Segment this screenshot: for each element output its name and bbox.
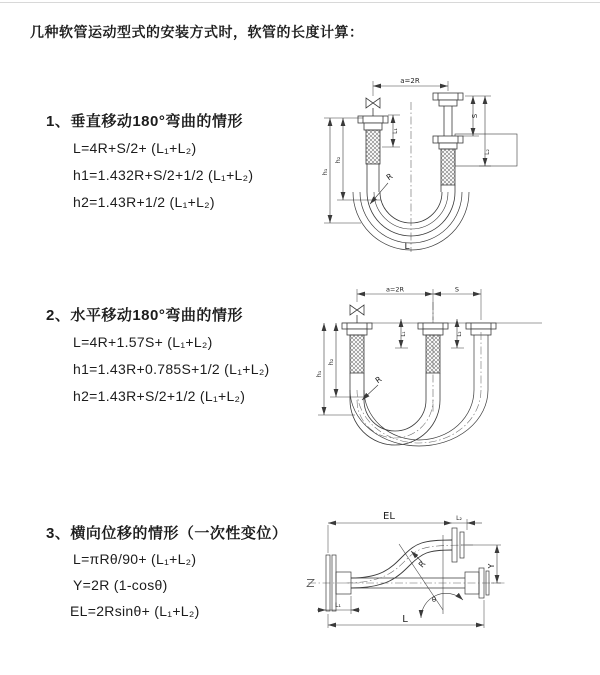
diagram-vertical-180-bend: [303, 72, 573, 254]
dim-label-el: EL: [383, 511, 395, 522]
dim-label-y: Y: [487, 563, 496, 569]
length-label: L: [404, 242, 410, 252]
hose-s-curve-drawing: [307, 519, 507, 628]
dim-label-l1: L₁: [335, 602, 341, 609]
section2-formula-L: L=4R+1.57S+ (L₁+L₂): [73, 334, 213, 350]
dim-label-l2: L₂: [457, 331, 463, 337]
section1-heading: 1、垂直移动180°弯曲的情形: [46, 113, 243, 130]
length-label: L: [402, 614, 408, 625]
section2-formula-h1: h1=1.43R+0.785S+1/2 (L₁+L₂): [73, 361, 270, 377]
page-top-rule: [0, 2, 600, 3]
dim-label-s: S: [471, 113, 479, 119]
dim-label-l1: L₁: [392, 128, 399, 134]
valve-icon: [366, 98, 380, 108]
dim-label-h2: h₂: [327, 358, 335, 366]
dim-label-l1: L₁: [401, 331, 407, 337]
hose-u-bend-drawing: [318, 289, 542, 446]
section1-formula-h1: h1=1.432R+S/2+1/2 (L₁+L₂): [73, 167, 254, 183]
angle-theta-label: θ: [431, 596, 437, 604]
diagram-horizontal-180-bend: [300, 282, 570, 460]
section1-formula-h2: h2=1.43R+1/2 (L₁+L₂): [73, 194, 215, 210]
section1-formula-L: L=4R+S/2+ (L₁+L₂): [73, 140, 197, 156]
section3-formula-L: L=πRθ/90+ (L₁+L₂): [73, 551, 197, 567]
page-title: 几种软管运动型式的安装方式时，软管的长度计算：: [30, 24, 364, 40]
section2-formula-h2: h2=1.43R+S/2+1/2 (L₁+L₂): [73, 388, 246, 404]
section2-heading: 2、水平移动180°弯曲的情形: [46, 307, 243, 324]
section3-heading: 3、横向位移的情形（一次性变位）: [46, 525, 288, 542]
hose-u-bend-drawing: [324, 81, 517, 252]
dim-label-h1: h₁: [315, 370, 323, 378]
dim-label-a2r: a=2R: [400, 77, 420, 85]
dim-label-s: S: [454, 285, 460, 294]
section3-formula-EL: EL=2Rsinθ+ (L₁+L₂): [70, 603, 200, 619]
section3-formula-Y: Y=2R (1-cosθ): [73, 577, 168, 593]
dim-label-a2r: a=2R: [385, 285, 405, 294]
dim-label-l2: L₂: [484, 149, 491, 155]
valve-icon: [350, 305, 364, 315]
diagram-lateral-displacement: [295, 502, 595, 657]
dim-label-h2: h₂: [334, 156, 342, 164]
radius-label: R: [416, 559, 428, 570]
radius-label: R: [384, 171, 395, 183]
dim-label-h1: h₁: [321, 168, 329, 176]
radius-label: R: [373, 374, 384, 386]
dim-label-l2: L₂: [456, 515, 462, 522]
